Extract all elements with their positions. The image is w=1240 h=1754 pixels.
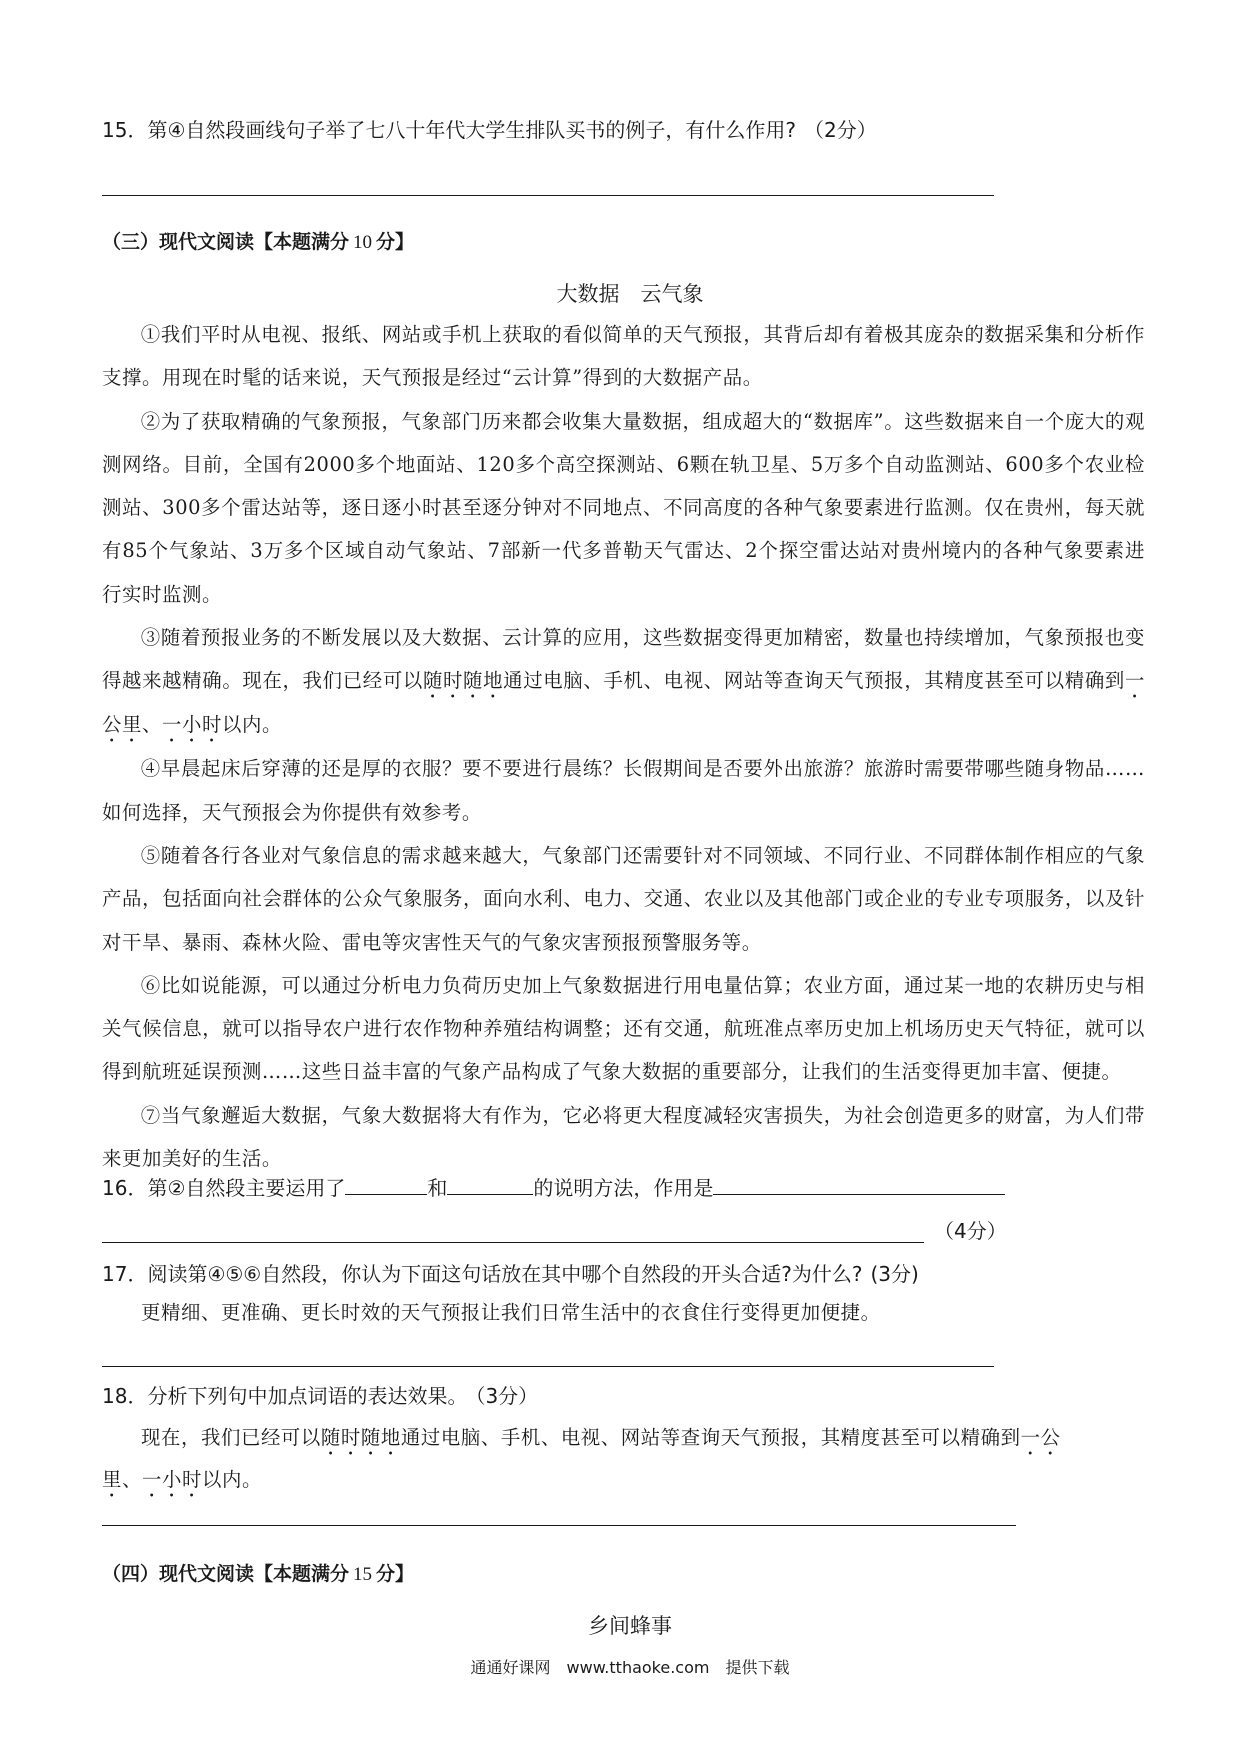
question-18 <box>102 1382 538 1410</box>
dotted-word: 随时随地 <box>422 669 504 693</box>
section-heading: （三）现代文阅读【本题满分 10 分】 <box>102 231 415 253</box>
question-17 <box>102 1260 919 1288</box>
question-text: 阅读第④⑤⑥自然段，你认为下面这句话放在其中哪个自然段的开头合适?为什么? <box>147 1262 863 1286</box>
paragraph-7: ⑦当气象邂逅大数据，气象大数据将大有作为，它必将更大程度减轻灾害损失，为社会创造更多的财富，为人们带来更加美好的生活。 <box>102 1103 1145 1171</box>
quoted-sentence: 现在，我们已经可以随时随地通过电脑、手机、电视、网站等查询天气预报，其精度甚至可以精确到一公 <box>141 1426 1061 1449</box>
question-15 <box>102 116 877 144</box>
dotted-word: 一公 <box>1020 1426 1061 1449</box>
question-number: 16． <box>102 1176 148 1200</box>
question-score: （2分） <box>804 118 877 142</box>
paragraph-5: ⑤随着各行各业对气象信息的需求越来越大，气象部门还需要针对不同领域、不同行业、不同群体制作相应的气象产品，包括面向社会群体的公众气象服务，面向水利、电力、交通、农业以及其他部门或企业的专业专项服务，以及针对干旱、暴雨、森林火险、雷电等灾害性天气的气象灾害预报预警服务等。 <box>102 843 1145 954</box>
paragraph-4: ④早晨起床后穿薄的还是厚的衣服？要不要进行晨练？长假期间是否要外出旅游？旅游时需要带哪些随身物品……如何选择，天气预报会为你提供有效参考。 <box>102 757 1145 824</box>
question-text: 分析下列句中加点词语的表达效果。 <box>147 1384 468 1408</box>
answer-line[interactable] <box>102 1366 994 1367</box>
dotted-word: 一公里 <box>102 669 1145 737</box>
quoted-sentence-cont: 里、一小时以内。 <box>102 1468 262 1491</box>
answer-line[interactable] <box>102 195 994 196</box>
paragraph-3: ③随着预报业务的不断发展以及大数据、云计算的应用，这些数据变得更加精密，数量也持续增加，气象预报也变得越来越精确。现在，我们已经可以随时随地通过电脑、手机、电视、网站等查询天气预报，其精度甚至可以精确到一公里、一小时以内。 <box>102 626 1145 737</box>
dotted-word: 随时随地 <box>320 1426 401 1449</box>
question-number: 18． <box>102 1384 148 1408</box>
question-score: （3分） <box>475 1384 539 1408</box>
section-heading: （四）现代文阅读【本题满分 15 分】 <box>102 1563 415 1585</box>
fill-blank-1[interactable] <box>345 1172 427 1195</box>
fill-blank-2[interactable] <box>447 1172 533 1195</box>
article-body <box>102 313 1145 1180</box>
question-score: (3分) <box>870 1262 919 1286</box>
fill-blank-3[interactable] <box>713 1172 1005 1195</box>
question-text: 第④自然段画线句子举了七八十年代大学生排队买书的例子，有什么作用? <box>147 118 796 142</box>
quoted-sentence: 更精细、更准确、更长时效的天气预报让我们日常生活中的衣食住行变得更加便捷。 <box>141 1301 881 1324</box>
article-title: 乡间蜂事 <box>588 1614 672 1638</box>
question-score: （4分） <box>934 1219 1007 1243</box>
dotted-word: 一小时 <box>161 713 222 737</box>
paragraph-1: ①我们平时从电视、报纸、网站或手机上获取的看似简单的天气预报，其背后却有着极其庞杂的数据采集和分析作支撑。用现在时髦的话来说，天气预报是经过“云计算”得到的大数据产品。 <box>102 323 1145 390</box>
article-title: 大数据 云气象 <box>556 282 704 306</box>
question-number: 15． <box>102 118 148 142</box>
footer-watermark: 通通好课网 www.tthaoke.com 提供下载 <box>470 1658 790 1677</box>
answer-line[interactable] <box>102 1242 924 1243</box>
answer-line[interactable] <box>102 1525 1016 1526</box>
question-number: 17． <box>102 1262 148 1286</box>
dotted-word: 里 <box>102 1468 122 1491</box>
paragraph-2: ②为了获取精确的气象预报，气象部门历来都会收集大量数据，组成超大的“数据库”。这些数据来自一个庞大的观测网络。目前，全国有2000多个地面站、120多个高空探测站、6颗在轨卫星、5万多个自动监测站、600多个农业检测站、300多个雷达站等，逐日逐小时甚至逐分钟对不同地点、不同高度的各种气象要素进行监测。仅在贵州，每天就有85个气象站、3万多个区域自动气象站、7部新一代多普勒天气雷达、2个探空雷达站对贵州境内的各种气象要素进行实时监测。 <box>102 409 1145 606</box>
dotted-word: 一小时 <box>142 1468 202 1491</box>
question-16: 16．第②自然段主要运用了 和 的说明方法，作用是 <box>102 1172 1005 1202</box>
paragraph-6: ⑥比如说能源，可以通过分析电力负荷历史加上气象数据进行用电量估算；农业方面，通过某一地的农耕历史与相关气候信息，就可以指导农户进行农作物种养殖结构调整；还有交通，航班准点率历史加上机场历史天气特征，就可以得到航班延误预测……这些日益丰富的气象产品构成了气象大数据的重要部分，让我们的生活变得更加丰富、便捷。 <box>102 973 1145 1084</box>
